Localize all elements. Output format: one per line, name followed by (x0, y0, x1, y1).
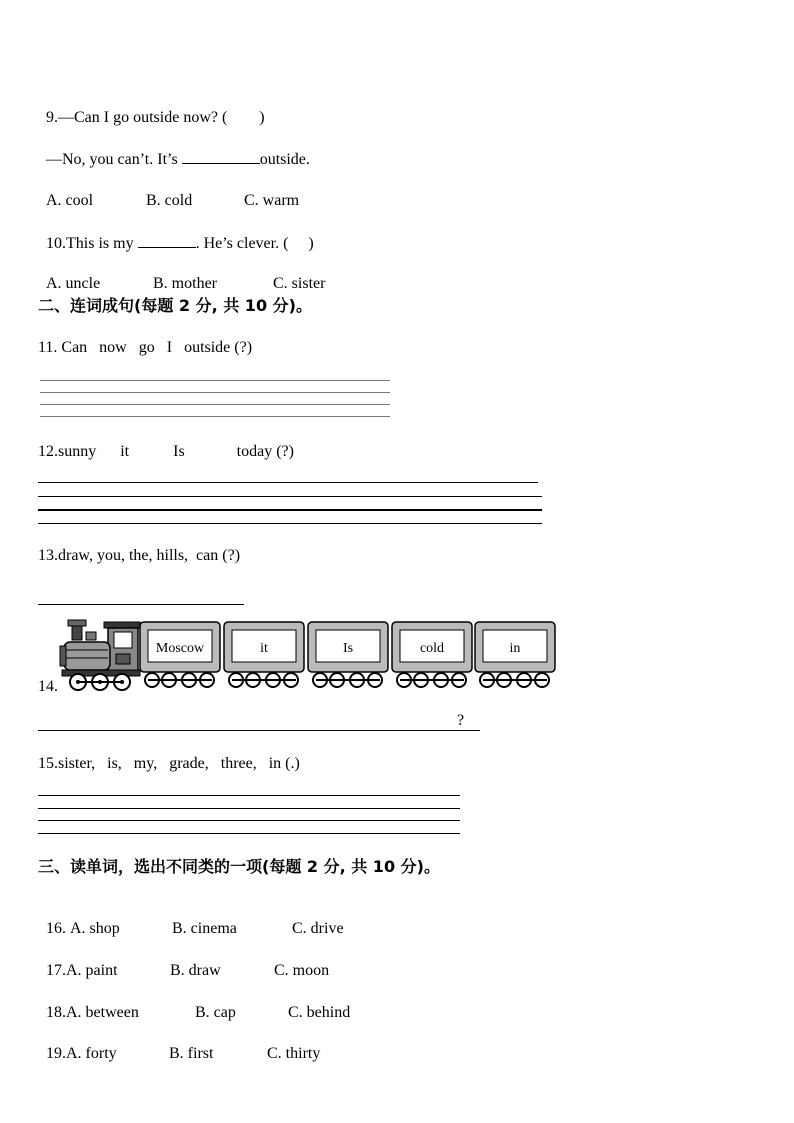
question-9 (38, 88, 265, 128)
question-9-answer (38, 129, 310, 170)
locomotive-icon (60, 620, 140, 690)
option-b: B. cold (146, 192, 193, 209)
answer-blank[interactable] (182, 149, 260, 164)
question-10-suffix: . He’s clever. ( ) (195, 235, 314, 252)
question-17 (38, 941, 329, 981)
question-13: 13.draw, you, the, hills, can (?) (38, 547, 241, 564)
question-14-number: 14. (38, 678, 58, 695)
question-9-options (38, 171, 299, 211)
writing-line (40, 380, 390, 381)
section-2-heading: 二、连词成句(每题 2 分, 共 10 分)。 (38, 296, 312, 315)
question-15: 15.sister, is, my, grade, three, in (.) (38, 755, 300, 772)
writing-line (38, 833, 460, 834)
writing-line (38, 523, 542, 524)
question-11: 11. Can now go I outside (?) (38, 339, 253, 356)
option-c: C. warm (244, 192, 300, 209)
question-14-end-mark: ? (457, 712, 465, 729)
writing-line (40, 392, 390, 393)
question-9-text: 9.—Can I go outside now? ( ) (46, 109, 265, 126)
writing-line (38, 496, 542, 497)
train-car-1 (140, 622, 220, 687)
option-b: B. cap (195, 1004, 236, 1021)
question-number: 17. (46, 962, 66, 979)
train-car-3 (308, 622, 388, 687)
question-10 (38, 213, 314, 254)
question-number: 19. (46, 1045, 66, 1062)
writing-line (38, 808, 460, 809)
option-a: A. uncle (46, 275, 101, 292)
question-16 (38, 899, 344, 939)
option-a: A. between (66, 1004, 139, 1021)
option-b: B. cinema (172, 920, 237, 937)
question-9-answer-suffix: outside. (259, 151, 310, 168)
answer-line (38, 604, 244, 605)
car-word: Is (342, 641, 354, 656)
question-19 (38, 1024, 320, 1064)
option-a: A. paint (66, 962, 118, 979)
question-number: 18. (46, 1004, 66, 1021)
car-word: Moscow (155, 641, 205, 656)
option-c: C. drive (292, 920, 344, 937)
car-word: in (509, 641, 521, 656)
option-b: B. first (169, 1045, 214, 1062)
train-car-4 (392, 622, 472, 687)
answer-line (38, 730, 480, 731)
question-12: 12.sunny it Is today (?) (38, 443, 294, 460)
option-a: A. shop (70, 920, 120, 937)
option-c: C. moon (274, 962, 330, 979)
writing-line (38, 820, 460, 821)
question-10-prefix: 10.This is my (46, 235, 138, 252)
writing-line (40, 404, 390, 405)
question-9-answer-prefix: —No, you can’t. It’s (46, 151, 182, 168)
word-train (58, 618, 558, 692)
car-word: cold (419, 641, 445, 656)
train-car-2 (224, 622, 304, 687)
option-a: A. forty (66, 1045, 117, 1062)
question-18 (38, 983, 350, 1023)
option-c: C. behind (288, 1004, 351, 1021)
writing-line (38, 795, 460, 796)
option-b: B. draw (170, 962, 221, 979)
writing-line (38, 509, 542, 511)
option-c: C. sister (273, 275, 326, 292)
train-car-5 (475, 622, 555, 687)
section-3-heading: 三、读单词，选出不同类的一项(每题 2 分, 共 10 分)。 (38, 857, 440, 876)
option-a: A. cool (46, 192, 94, 209)
option-c: C. thirty (267, 1045, 321, 1062)
question-number: 16. (46, 920, 70, 937)
car-word: it (260, 641, 268, 656)
answer-blank[interactable] (138, 233, 196, 248)
writing-line (38, 482, 538, 483)
option-b: B. mother (153, 275, 217, 292)
writing-line (40, 416, 390, 417)
question-10-options (38, 254, 325, 294)
